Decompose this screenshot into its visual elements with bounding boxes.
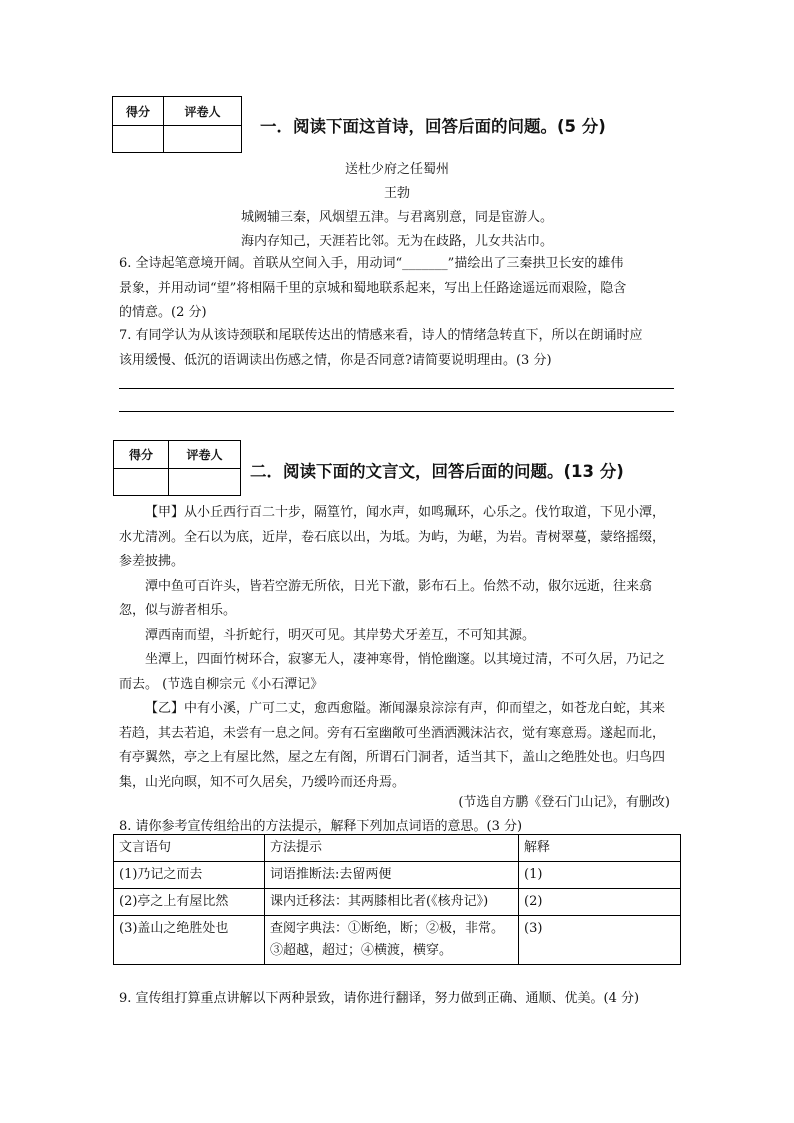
poem-author: 王勃 bbox=[383, 186, 410, 201]
answer-cell[interactable]: (1) bbox=[519, 862, 681, 889]
question-7 bbox=[119, 324, 689, 373]
grader-cell[interactable] bbox=[169, 469, 241, 496]
hint-cell: 查阅字典法：①断绝，断；②极，非常。③超越，超过；④横渡，横穿。 bbox=[265, 916, 519, 965]
question-8-prompt: 8. 请你参考宣传组给出的方法提示，解释下列加点词语的意思。(3 分) bbox=[119, 819, 523, 834]
answer-line[interactable] bbox=[119, 411, 674, 412]
passage-paragraph: 【甲】从小丘西行百二十步，隔篁竹，闻水声，如鸣珮环，心乐之。伐竹取道，下见小潭，水尤清冽。全石以为底，近岸，卷石底以出，为坻。为屿，为嵁，为岩。青树翠蔓，蒙络摇缀，参差披拂。 bbox=[119, 505, 666, 569]
passage-paragraph: 潭中鱼可百许头，皆若空游无所依，日光下澈，影布石上。佁然不动，俶尔远逝，往来翕忽，似与游者相乐。 bbox=[119, 578, 653, 618]
answer-line[interactable] bbox=[119, 388, 674, 389]
table-row bbox=[114, 862, 681, 889]
answer-cell[interactable]: (2) bbox=[519, 889, 681, 916]
poem-line-1: 城阙辅三秦，风烟望五津。与君离别意，同是宦游人。 bbox=[240, 210, 553, 225]
passage bbox=[119, 501, 677, 795]
sentence-cell: (3)盖山之绝胜处也 bbox=[114, 916, 265, 965]
poem-line-2: 海内存知己，天涯若比邻。无为在歧路，儿女共沾巾。 bbox=[240, 234, 553, 249]
column-header: 文言语句 bbox=[114, 835, 265, 862]
score-label: 得分 bbox=[113, 97, 164, 126]
hint-cell: 课内迁移法：其两膝相比者(《核舟记》) bbox=[265, 889, 519, 916]
grader-cell[interactable] bbox=[164, 126, 242, 153]
question-7-line: 该用缓慢、低沉的语调读出伤感之情，你是否同意?请简要说明理由。(3 分) bbox=[119, 352, 552, 368]
passage-paragraph: 潭西南而望，斗折蛇行，明灭可见。其岸势犬牙差互，不可知其源。 bbox=[145, 627, 536, 643]
table-row bbox=[114, 916, 681, 965]
section-1-heading: 一．阅读下面这首诗，回答后面的问题。(5 分) bbox=[260, 117, 606, 136]
passage-paragraph: 【乙】中有小溪，广可二丈，愈西愈隘。渐闻瀑泉淙淙有声，仰而望之，如苍龙白蛇，其来若趋，其去若追，未尝有一息之间。旁有石室幽敞可坐酒洒溅沫沾衣，觉有寒意焉。遂起而北，有亭翼然，亭之上有屋比然，屋之左有阁，所谓石门洞者，适当其下，盖山之绝胜处也。归鸟四集，山光向暝，知不可久居矣，乃缓吟而还舟焉。 bbox=[119, 701, 666, 790]
score-table-2 bbox=[113, 440, 241, 496]
passage-source: (节选自方鹏《登石门山记》，有删改) bbox=[458, 795, 670, 810]
answer-cell[interactable]: (3) bbox=[519, 916, 681, 965]
poem-title: 送杜少府之任蜀州 bbox=[344, 162, 449, 177]
sentence-cell: (2)亭之上有屋比然 bbox=[114, 889, 265, 916]
score-label: 得分 bbox=[114, 441, 169, 469]
score-cell[interactable] bbox=[114, 469, 169, 496]
sentence-cell: (1)乃记之而去 bbox=[114, 862, 265, 889]
question-9-prompt: 9. 宣传组打算重点讲解以下两种景致，请你进行翻译，努力做到正确、通顺、优美。(4 分) bbox=[119, 991, 640, 1006]
grader-label: 评卷人 bbox=[169, 441, 241, 469]
question-6-line: 6. 全诗起笔意境开阔。首联从空间入手，用动词“_______”描绘出了三秦拱卫长安的雄伟 bbox=[119, 256, 624, 271]
question-8-table bbox=[113, 834, 681, 965]
passage-paragraph: 坐潭上，四面竹树环合，寂寥无人，凄神寒骨，悄怆幽邃。以其境过清，不可久居，乃记之而去。 (节选自柳宗元《小石潭记》 bbox=[119, 652, 666, 692]
column-header: 解释 bbox=[519, 835, 681, 862]
column-header: 方法提示 bbox=[265, 835, 519, 862]
score-table-1 bbox=[112, 96, 242, 153]
grader-label: 评卷人 bbox=[164, 97, 242, 126]
table-header-row bbox=[114, 835, 681, 862]
question-6-line: 的情意。(2 分) bbox=[119, 305, 207, 320]
section-2-heading: 二．阅读下面的文言文，回答后面的问题。(13 分) bbox=[250, 462, 624, 481]
question-6-line: 景象，并用动词“望”将相隔千里的京城和蜀地联系起来，写出上任路途遥远而艰险，隐含 bbox=[119, 280, 627, 296]
question-6 bbox=[119, 252, 689, 326]
question-7-line: 7. 有同学认为从该诗颈联和尾联传达出的情感来看，诗人的情绪急转直下，所以在朗诵时应 bbox=[119, 328, 643, 343]
table-row bbox=[114, 889, 681, 916]
hint-cell: 词语推断法:去留两便 bbox=[265, 862, 519, 889]
score-cell[interactable] bbox=[113, 126, 164, 153]
